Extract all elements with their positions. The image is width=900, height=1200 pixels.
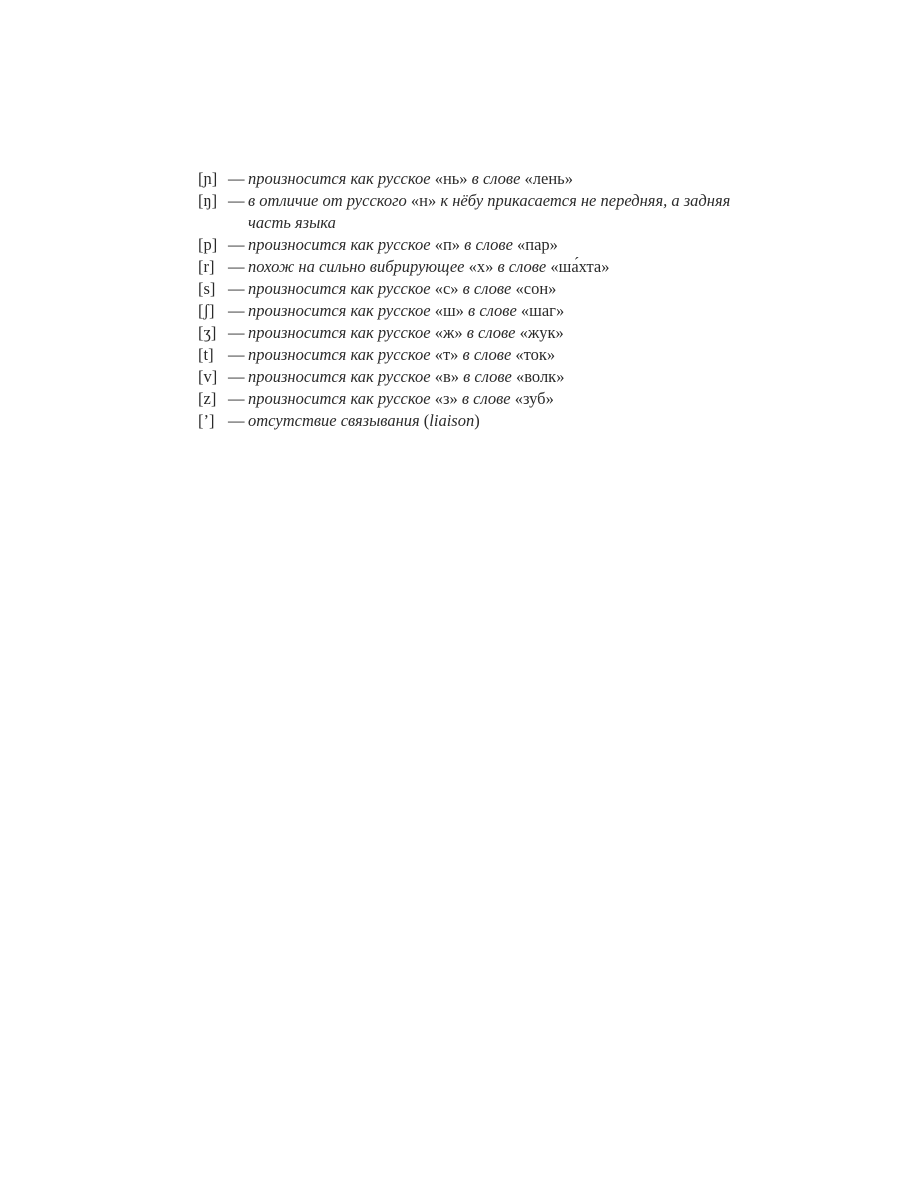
parenthesis: ) xyxy=(474,411,480,430)
russian-letter: «т» xyxy=(434,345,459,364)
russian-letter: «з» xyxy=(434,389,458,408)
russian-letter: «ш» xyxy=(434,301,464,320)
dash: — xyxy=(228,235,245,254)
description-text: произносится как русское xyxy=(248,345,435,364)
phonetic-symbol: [r] xyxy=(198,257,215,276)
phonetic-symbol: [v] xyxy=(198,367,218,386)
list-item xyxy=(198,234,758,256)
dash: — xyxy=(228,389,245,408)
description-text: в слове xyxy=(493,257,551,276)
list-item xyxy=(198,278,758,300)
russian-letter: «нь» xyxy=(434,169,468,188)
description-text: произносится как русское xyxy=(248,279,435,298)
description-text: произносится как русское xyxy=(248,389,435,408)
phonetic-symbol: [ŋ] xyxy=(198,191,218,210)
list-item xyxy=(198,410,758,432)
russian-letter: «х» xyxy=(468,257,494,276)
list-item xyxy=(198,344,758,366)
phonetic-symbol: [s] xyxy=(198,279,216,298)
dash: — xyxy=(228,279,245,298)
french-term: liaison xyxy=(429,411,475,430)
description-text: произносится как русское xyxy=(248,323,435,342)
description xyxy=(248,366,758,388)
example-word: «волк» xyxy=(515,367,565,386)
description-text: произносится как русское xyxy=(248,301,435,320)
list-item xyxy=(198,190,758,234)
dash: — xyxy=(228,191,245,210)
phonetic-symbol: [ɲ] xyxy=(198,169,218,188)
phonetic-symbol: [ʃ] xyxy=(198,301,215,320)
description-text: в отличие от русского xyxy=(248,191,411,210)
parenthesis: ( xyxy=(423,411,430,430)
description xyxy=(248,410,758,432)
example-word: «ша́хта» xyxy=(550,257,610,276)
list-item xyxy=(198,388,758,410)
description xyxy=(248,190,758,234)
phonetic-symbol: [z] xyxy=(198,389,217,408)
russian-letter: «в» xyxy=(434,367,459,386)
description-text: к нёбу прикасается не передняя, а задняя часть языка xyxy=(248,191,731,232)
dash: — xyxy=(228,169,245,188)
russian-letter: «ж» xyxy=(434,323,463,342)
description xyxy=(248,256,758,278)
description xyxy=(248,168,758,190)
phonetic-symbol: [t] xyxy=(198,345,214,364)
description-text: в слове xyxy=(458,367,516,386)
russian-letter: «п» xyxy=(434,235,461,254)
description-text: похож на сильно вибрирующее xyxy=(248,257,469,276)
description-text: отсутствие связывания xyxy=(248,411,424,430)
description-text: в слове xyxy=(463,301,521,320)
dash: — xyxy=(228,301,245,320)
example-word: «ток» xyxy=(515,345,556,364)
list-item xyxy=(198,322,758,344)
description-text: в слове xyxy=(457,389,515,408)
example-word: «жук» xyxy=(519,323,564,342)
phonetic-symbol: [p] xyxy=(198,235,218,254)
list-item xyxy=(198,300,758,322)
example-word: «лень» xyxy=(524,169,573,188)
example-word: «зуб» xyxy=(514,389,554,408)
description xyxy=(248,300,758,322)
example-word: «пар» xyxy=(517,235,558,254)
phonetic-symbol: [’] xyxy=(198,411,215,430)
phonetic-symbol: [ʒ] xyxy=(198,323,217,342)
description xyxy=(248,388,758,410)
description xyxy=(248,322,758,344)
dash: — xyxy=(228,345,245,364)
description-text: произносится как русское xyxy=(248,367,435,386)
phonetic-symbol-list xyxy=(198,168,758,432)
russian-letter: «н» xyxy=(410,191,437,210)
description-text: в слове xyxy=(458,345,516,364)
description-text: в слове xyxy=(462,323,520,342)
description xyxy=(248,344,758,366)
dash: — xyxy=(228,411,245,430)
description xyxy=(248,234,758,256)
dash: — xyxy=(228,367,245,386)
russian-letter: «с» xyxy=(434,279,459,298)
description-text: произносится как русское xyxy=(248,169,435,188)
list-item xyxy=(198,366,758,388)
dash: — xyxy=(228,257,245,276)
description-text: в слове xyxy=(467,169,525,188)
dash: — xyxy=(228,323,245,342)
description-text: в слове xyxy=(458,279,516,298)
list-item xyxy=(198,256,758,278)
description-text: в слове xyxy=(460,235,518,254)
example-word: «шаг» xyxy=(520,301,565,320)
description xyxy=(248,278,758,300)
list-item xyxy=(198,168,758,190)
description-text: произносится как русское xyxy=(248,235,435,254)
example-word: «сон» xyxy=(515,279,557,298)
